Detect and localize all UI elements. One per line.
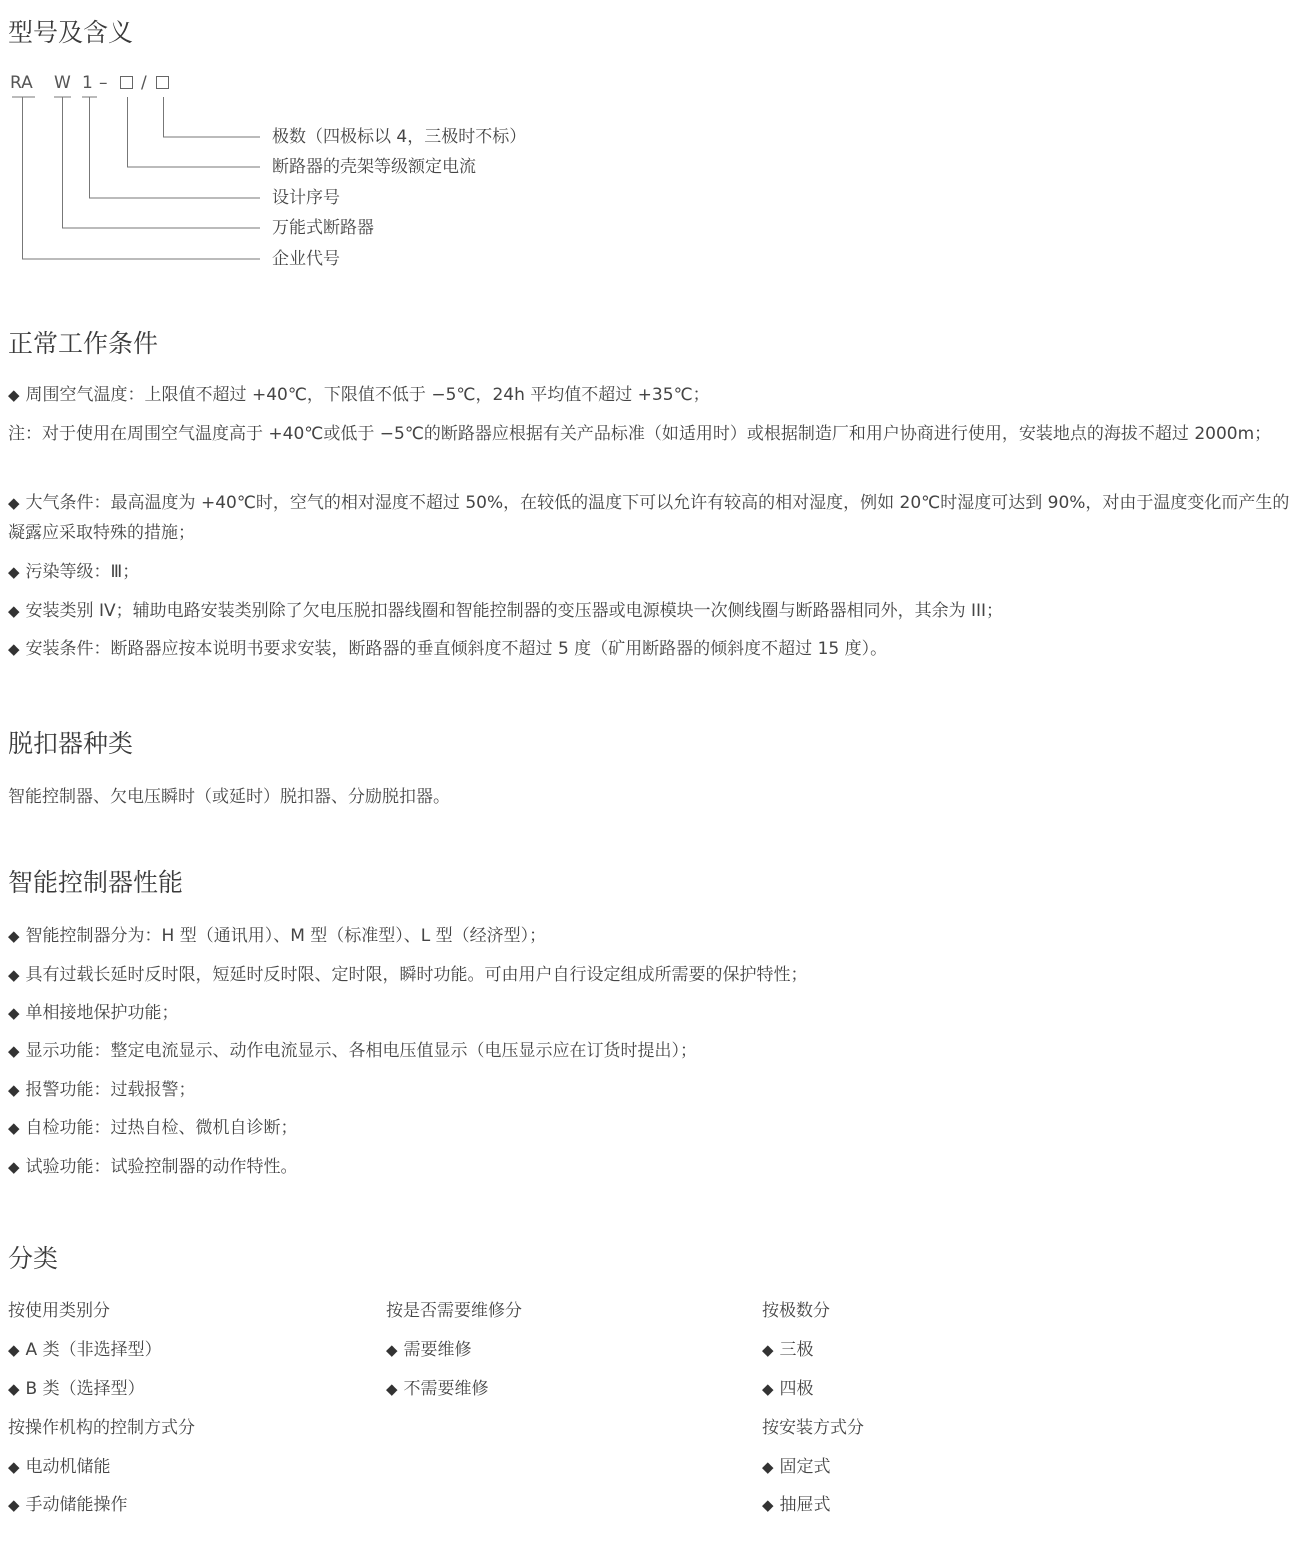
legend-company: 企业代号: [272, 249, 340, 269]
bullet-icon: ◆: [8, 966, 20, 984]
bullet-icon: ◆: [762, 1380, 774, 1398]
bullet-icon: ◆: [8, 1158, 20, 1176]
class-head-use: 按使用类别分: [8, 1301, 110, 1321]
bullet-icon: ◆: [386, 1380, 398, 1398]
connector-current: [128, 97, 261, 167]
connector-type: [63, 97, 261, 228]
controller-item: ◆ 自检功能：过热自检、微机自诊断；: [8, 1118, 298, 1138]
code-company: RA: [10, 73, 33, 93]
connector-design: [90, 97, 261, 198]
bullet-icon: ◆: [386, 1341, 398, 1359]
controller-item: ◆ 显示功能：整定电流显示、动作电流显示、各相电压值显示（电压显示应在订货时提出）；: [8, 1041, 698, 1061]
condition-note: 注：对于使用在周围空气温度高于 +40℃或低于 −5℃的断路器应根据有关产品标准（如适用时）或根据制造厂和用户协商进行使用，安装地点的海拔不超过 2000m；: [8, 424, 1272, 444]
condition-item-atmosphere: ◆ 大气条件：最高温度为 +40℃时，空气的相对湿度不超过 50%，在较低的温度下可以允许有较高的相对湿度，例如 20℃时湿度可达到 90%，对由于温度变化而产生的凝露应采取特殊的措施；: [8, 493, 1290, 543]
code-dash: –: [99, 73, 108, 93]
bullet-icon: ◆: [8, 1042, 20, 1060]
bullet-icon: ◆: [762, 1496, 774, 1514]
class-item: ◆ 电动机储能: [8, 1457, 111, 1477]
legend-current: 断路器的壳架等级额定电流: [272, 157, 476, 177]
code-type: W: [54, 73, 71, 93]
class-head-maintenance: 按是否需要维修分: [386, 1301, 522, 1321]
condition-item-pollution: ◆ 污染等级：Ⅲ；: [8, 562, 140, 582]
bullet-icon: ◆: [8, 927, 20, 945]
connector-poles: [164, 97, 261, 137]
controller-item: ◆ 智能控制器分为：H 型（通讯用）、M 型（标准型）、L 型（经济型）；: [8, 926, 547, 946]
class-head-poles: 按极数分: [762, 1301, 830, 1321]
condition-item-installation-category: ◆ 安装类别 IV；辅助电路安装类别除了欠电压脱扣器线圈和智能控制器的变压器或电源模块一次侧线圈与断路器相同外，其余为 III；: [8, 601, 1004, 621]
class-head-operation: 按操作机构的控制方式分: [8, 1418, 195, 1438]
class-item: ◆ 四极: [762, 1379, 814, 1399]
bullet-icon: ◆: [8, 1496, 20, 1514]
controller-item: ◆ 具有过载长延时反时限，短延时反时限、定时限，瞬时功能。可由用户自行设定组成所需要的保护特性；: [8, 965, 808, 985]
bullet-icon: ◆: [8, 602, 20, 620]
bullet-icon: ◆: [8, 1341, 20, 1359]
bullet-icon: ◆: [762, 1458, 774, 1476]
bullet-icon: ◆: [8, 1004, 20, 1022]
bullet-icon: ◆: [8, 386, 20, 404]
bullet-icon: ◆: [8, 494, 20, 512]
controller-item: ◆ 试验功能：试验控制器的动作特性。: [8, 1157, 298, 1177]
bullet-icon: ◆: [8, 1380, 20, 1398]
code-design: 1: [82, 73, 93, 93]
connector-company: [23, 97, 261, 259]
section-title-classification: 分类: [8, 1244, 59, 1273]
bullet-icon: ◆: [8, 1119, 20, 1137]
class-head-install: 按安装方式分: [762, 1418, 864, 1438]
class-item: ◆ 不需要维修: [386, 1379, 489, 1399]
legend-design: 设计序号: [272, 188, 340, 208]
controller-item: ◆ 单相接地保护功能；: [8, 1003, 179, 1023]
legend-poles: 极数（四极标以 4，三极时不标）: [272, 127, 527, 147]
class-item: ◆ 需要维修: [386, 1340, 472, 1360]
class-item: ◆ 固定式: [762, 1457, 831, 1477]
release-text: 智能控制器、欠电压瞬时（或延时）脱扣器、分励脱扣器。: [8, 787, 450, 807]
class-item: ◆ 抽屉式: [762, 1495, 831, 1515]
controller-item: ◆ 报警功能：过载报警；: [8, 1080, 196, 1100]
bullet-icon: ◆: [8, 1458, 20, 1476]
section-title-controller: 智能控制器性能: [8, 868, 184, 897]
model-code-diagram: [0, 60, 600, 285]
class-item: ◆ B 类（选择型）: [8, 1379, 145, 1399]
bullet-icon: ◆: [762, 1341, 774, 1359]
condition-item-installation: ◆ 安装条件：断路器应按本说明书要求安装，断路器的垂直倾斜度不超过 5 度（矿用断路器的倾斜度不超过 15 度）。: [8, 639, 888, 659]
class-item: ◆ A 类（非选择型）: [8, 1340, 162, 1360]
bullet-icon: ◆: [8, 1081, 20, 1099]
bullet-icon: ◆: [8, 563, 20, 581]
class-item: ◆ 三极: [762, 1340, 814, 1360]
section-title-conditions: 正常工作条件: [8, 329, 159, 358]
bullet-icon: ◆: [8, 640, 20, 658]
legend-type: 万能式断路器: [272, 218, 374, 238]
section-title-release: 脱扣器种类: [8, 729, 134, 758]
class-item: ◆ 手动储能操作: [8, 1495, 128, 1515]
code-slash: /: [141, 73, 147, 93]
condition-item-temperature: ◆ 周围空气温度：上限值不超过 +40℃，下限值不低于 −5℃，24h 平均值不超过 +35℃；: [8, 385, 710, 405]
section-title-model: 型号及含义: [8, 18, 134, 47]
